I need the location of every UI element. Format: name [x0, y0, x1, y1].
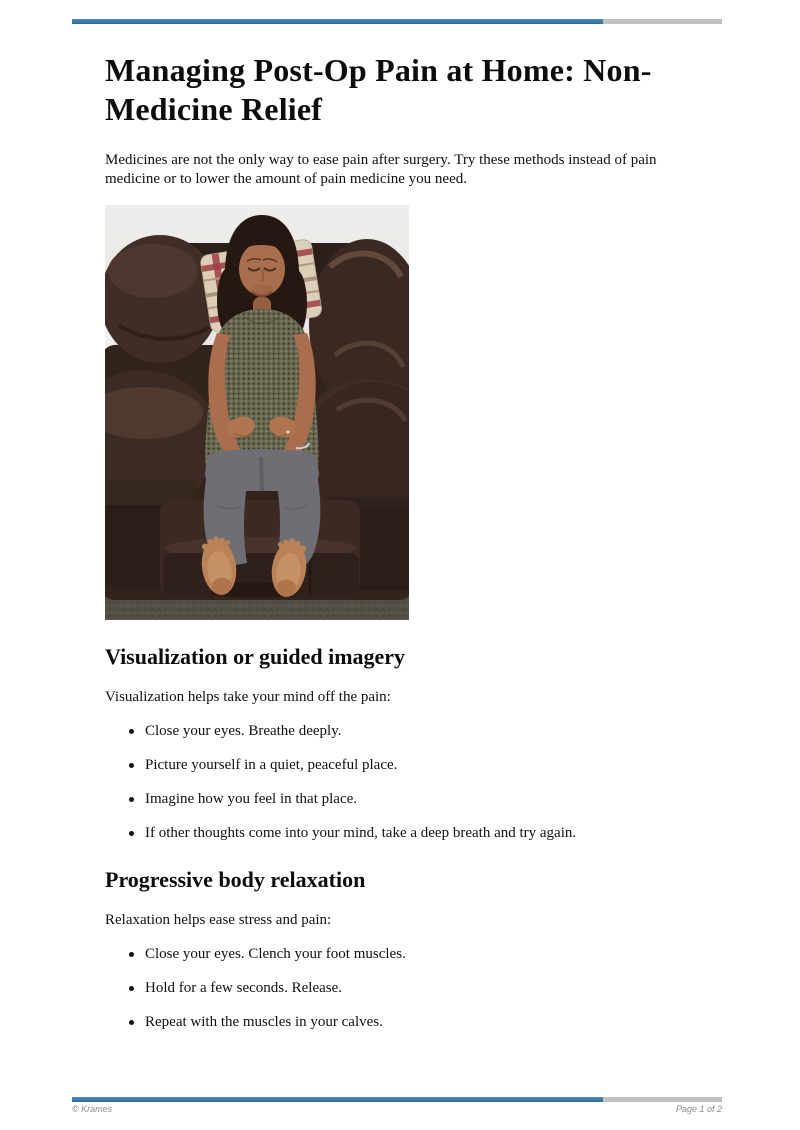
- section-lead-visualization: Visualization helps take your mind off the pain:: [105, 689, 391, 705]
- page-footer: [72, 1104, 722, 1114]
- bullet-dot: [129, 763, 134, 768]
- list-item: [105, 790, 715, 809]
- list-item: [105, 945, 715, 964]
- page-number-label: Page 1 of 2: [675, 1104, 722, 1114]
- section-heading-relaxation: Progressive body relaxation: [105, 867, 366, 892]
- list-item-text: Picture yourself in a quiet, peaceful place.: [145, 757, 398, 773]
- bullet-dot: [129, 831, 134, 836]
- intro-paragraph: Medicines are not the only way to ease pain after surgery. Try these methods instead of pain medicine or to lower the amount of pain medicine you need.: [105, 152, 657, 187]
- section-lead-relaxation: Relaxation helps ease stress and pain:: [105, 912, 332, 928]
- list-item-text: Hold for a few seconds. Release.: [145, 980, 343, 996]
- list-item-text: Close your eyes. Clench your foot muscles.: [145, 946, 406, 962]
- bullet-dot: [129, 1020, 134, 1025]
- bullet-dot: [129, 729, 134, 734]
- header-rule-gray-segment: [603, 19, 722, 24]
- header-rule-blue-segment: [72, 19, 603, 24]
- page-title: Managing Post-Op Pain at Home: Non-Medicine Relief: [105, 52, 652, 127]
- list-item-text: Imagine how you feel in that place.: [145, 791, 358, 807]
- list-item-text: Repeat with the muscles in your calves.: [145, 1014, 383, 1030]
- list-item-text: If other thoughts come into your mind, take a deep breath and try again.: [145, 825, 577, 841]
- list-item: [105, 979, 715, 998]
- list-item: [105, 756, 715, 775]
- copyright-text: © Krames: [72, 1104, 113, 1114]
- document-body: [105, 44, 725, 1047]
- footer-rule: [72, 1097, 722, 1102]
- list-item: [105, 824, 715, 843]
- header-rule: [72, 19, 722, 24]
- relaxing-woman-photo: [105, 205, 409, 620]
- relaxation-bullet-list: [105, 945, 715, 1032]
- visualization-bullet-list: [105, 722, 715, 843]
- list-item: [105, 1013, 715, 1032]
- bullet-dot: [129, 952, 134, 957]
- list-item: [105, 722, 715, 741]
- bullet-dot: [129, 797, 134, 802]
- list-item-text: Close your eyes. Breathe deeply.: [145, 723, 342, 739]
- section-heading-visualization: Visualization or guided imagery: [105, 644, 406, 669]
- footer-rule-gray-segment: [603, 1097, 722, 1102]
- footer-rule-blue-segment: [72, 1097, 603, 1102]
- bullet-dot: [129, 986, 134, 991]
